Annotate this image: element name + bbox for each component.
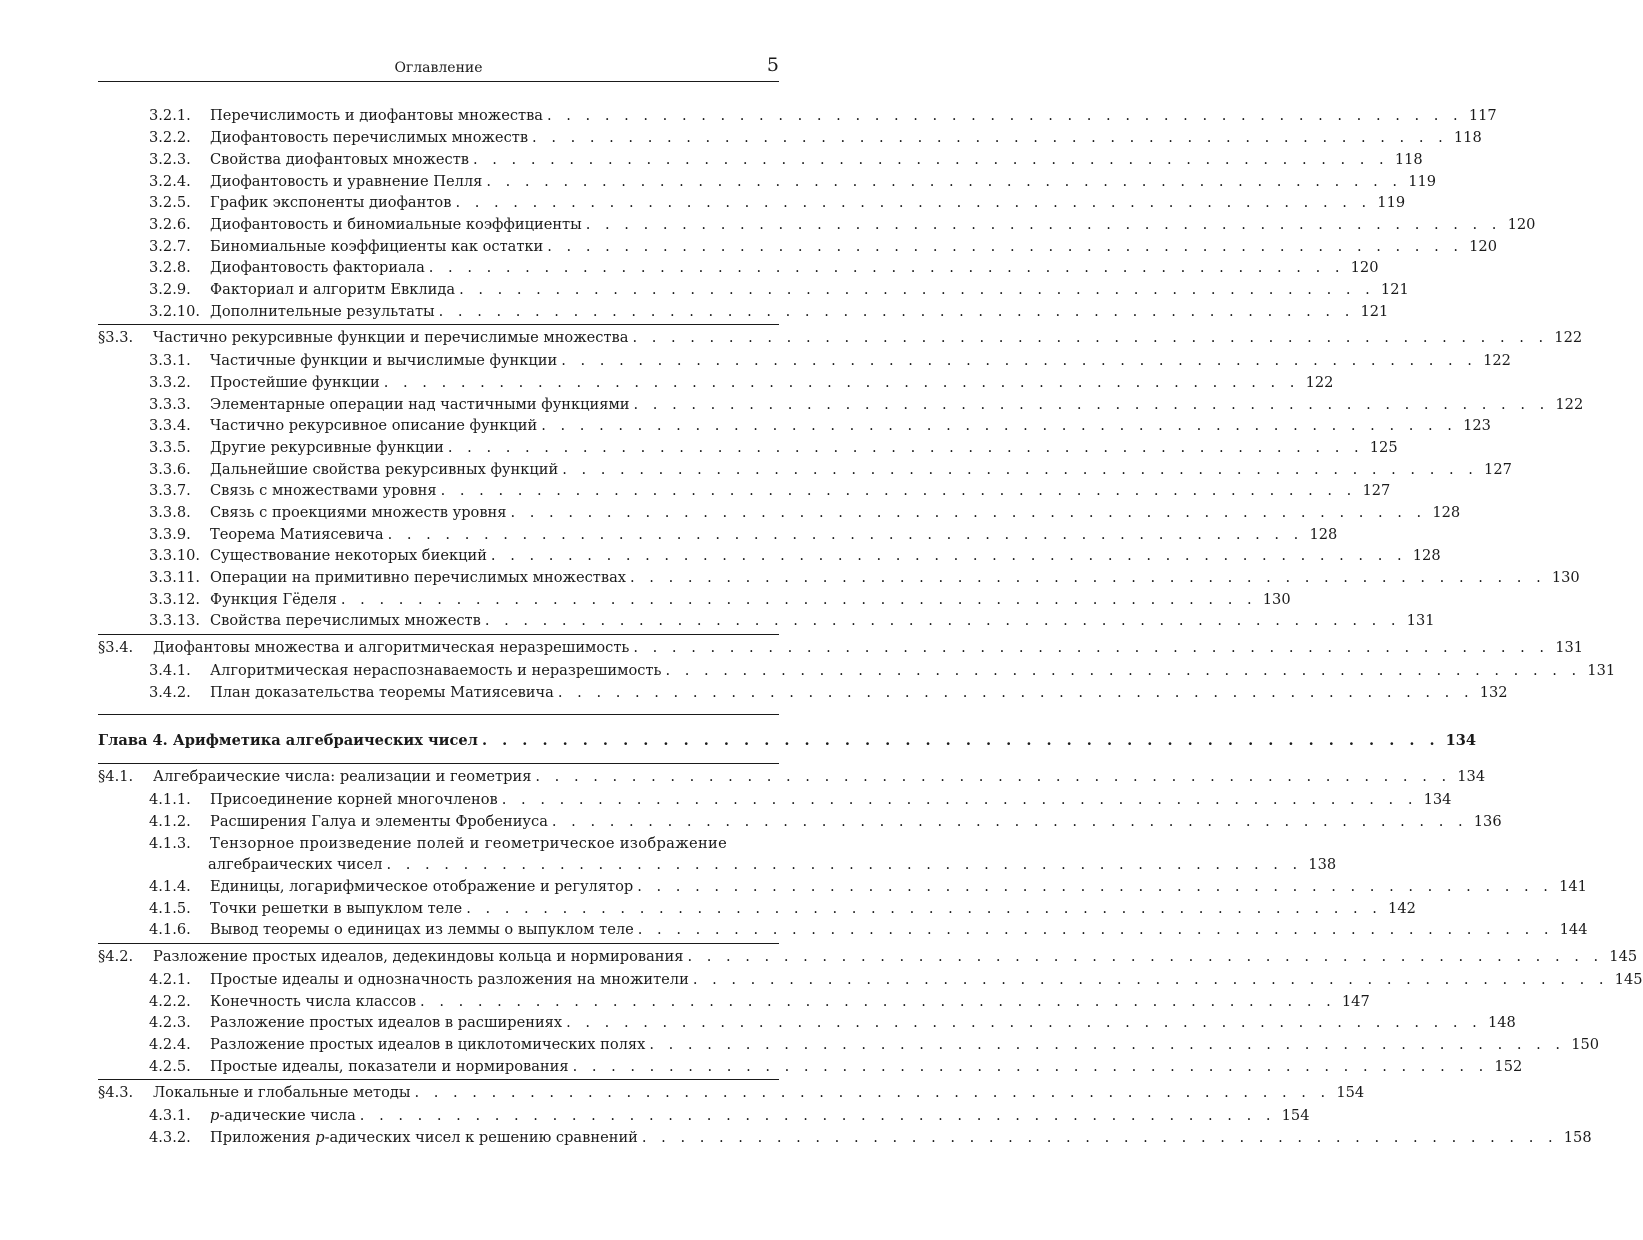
dot-leader: . . . . . . . . . . . . . . . . . . . . . . . . . . . . . . . . . . . . . . . . . . . . . . . . <box>486 173 1403 190</box>
toc-entry[interactable] <box>98 991 1370 1013</box>
dot-leader: . . . . . . . . . . . . . . . . . . . . . . . . . . . . . . . . . . . . . . . . . . . . . . . . <box>447 439 1364 456</box>
toc-entry[interactable] <box>98 350 1511 372</box>
entry-page: 136 <box>1473 813 1502 830</box>
dot-leader: . . . . . . . . . . . . . . . . . . . . . . . . . . . . . . . . . . . . . . . . . . . . . . . . <box>383 374 1300 391</box>
entry-page: 122 <box>1483 352 1511 369</box>
dot-leader: . . . . . . . . . . . . . . . . . . . . . . . . . . . . . . . . . . . . . . . . . . . . . . . . <box>637 878 1553 895</box>
toc-entry[interactable] <box>98 610 1435 632</box>
entry-page: 121 <box>1380 281 1409 298</box>
toc-entry[interactable] <box>98 1056 1523 1078</box>
toc-entry[interactable] <box>98 394 1584 416</box>
entry-number: 4.2.4. <box>149 1036 191 1053</box>
entry-page: 130 <box>1262 591 1291 608</box>
section-separator <box>98 1079 779 1080</box>
toc-entry[interactable] <box>98 969 1643 991</box>
toc-entry[interactable] <box>98 545 1441 567</box>
toc-entry[interactable] <box>98 149 1423 171</box>
toc-entry-continuation[interactable] <box>98 854 1337 876</box>
entry-page: 148 <box>1487 1014 1516 1031</box>
entry-title: Диофантовость и биномиальные коэффициенты <box>210 216 582 233</box>
dot-leader: . . . . . . . . . . . . . . . . . . . . . . . . . . . . . . . . . . . . . . . . . . . . . . . . <box>551 813 1468 830</box>
entry-title <box>210 1127 638 1149</box>
entry-page: 118 <box>1453 129 1482 146</box>
section-number: §4.2. <box>98 948 134 965</box>
entry-number: 3.2.8. <box>149 259 191 276</box>
entry-page: 119 <box>1377 194 1406 211</box>
entry-title: Единицы, логарифмическое отображение и регулятор <box>210 878 634 895</box>
entry-number: 4.2.5. <box>149 1058 191 1075</box>
section-page: 122 <box>1554 329 1583 346</box>
section-page: 145 <box>1609 948 1638 965</box>
entry-number: 4.2.2. <box>149 993 191 1010</box>
entry-page: 128 <box>1309 526 1338 543</box>
toc-section-entry[interactable] <box>98 1082 1365 1104</box>
entry-title: Факториал и алгоритм Евклида <box>210 281 456 298</box>
section-number: §4.1. <box>98 768 134 785</box>
toc-entry[interactable] <box>98 833 779 855</box>
dot-leader: . . . . . . . . . . . . . . . . . . . . . . . . . . . . . . . . . . . . . . . . . . . . . . . . <box>428 259 1345 276</box>
entry-title: Свойства перечислимых множеств <box>210 612 481 629</box>
entry-number: 3.4.2. <box>149 684 191 701</box>
entry-page: 142 <box>1388 900 1416 917</box>
dot-leader: . . . . . . . . . . . . . . . . . . . . . . . . . . . . . . . . . . . . . . . . . . . . . . . . <box>459 281 1375 298</box>
toc-entry[interactable] <box>98 1105 1310 1127</box>
dot-leader: . . . . . . . . . . . . . . . . . . . . . . . . . . . . . . . . . . . . . . . . . . . . . . . . <box>473 151 1389 168</box>
toc-section-entry[interactable] <box>98 327 1583 349</box>
entry-page: 117 <box>1468 107 1497 124</box>
entry-title: Операции на примитивно перечислимых множествах <box>210 569 627 586</box>
toc-entry[interactable] <box>98 279 1409 301</box>
dot-leader: . . . . . . . . . . . . . . . . . . . . . . . . . . . . . . . . . . . . . . . . . . . . . . . . <box>359 1107 1276 1124</box>
entry-number: 3.3.7. <box>149 482 191 499</box>
dot-leader: . . . . . . . . . . . . . . . . . . . . . . . . . . . . . . . . . . . . . . . . . . . . . . . . <box>687 948 1604 965</box>
entry-number: 3.2.2. <box>149 129 191 146</box>
section-separator <box>98 763 779 764</box>
entry-page: 141 <box>1559 878 1587 895</box>
entry-page: 123 <box>1463 417 1491 434</box>
toc-section-entry[interactable] <box>98 766 1486 788</box>
entry-title: Другие рекурсивные функции <box>210 439 444 456</box>
dot-leader: . . . . . . . . . . . . . . . . . . . . . . . . . . . . . . . . . . . . . . . . . . . . . . . . <box>630 569 1546 586</box>
entry-page: 127 <box>1362 482 1391 499</box>
dot-leader: . . . . . . . . . . . . . . . . . . . . . . . . . . . . . . . . . . . . . . . . . . . . . . . . <box>490 547 1407 564</box>
entry-page: 127 <box>1484 461 1512 478</box>
toc-entry[interactable] <box>98 214 1536 236</box>
entry-page: 120 <box>1350 259 1379 276</box>
entry-number: 3.3.12. <box>149 591 201 608</box>
entry-number: 3.2.4. <box>149 173 191 190</box>
entry-title: Связь с проекциями множеств уровня <box>210 504 507 521</box>
dot-leader: . . . . . . . . . . . . . . . . . . . . . . . . . . . . . . . . . . . . . . . . . . . . . . . . <box>561 352 1477 369</box>
entry-number: 3.2.6. <box>149 216 191 233</box>
entry-title: Конечность числа классов <box>210 993 417 1010</box>
entry-title-variable: p <box>210 1107 220 1124</box>
entry-page: 120 <box>1507 216 1536 233</box>
toc-entry[interactable] <box>98 567 1580 589</box>
header-rule <box>98 81 779 82</box>
toc-entry[interactable] <box>98 660 1616 682</box>
dot-leader: . . . . . . . . . . . . . . . . . . . . . . . . . . . . . . . . . . . . . . . . . . . . . . . . <box>562 461 1478 478</box>
dot-leader: . . . . . . . . . . . . . . . . . . . . . . . . . . . . . . . . . . . . . . . . . . . . . . . . <box>340 591 1257 608</box>
dot-leader: . . . . . . . . . . . . . . . . . . . . . . . . . . . . . . . . . . . . . . . . . . . . . . . . <box>547 238 1463 255</box>
entry-title: Точки решетки в выпуклом теле <box>210 900 463 917</box>
toc-entry[interactable] <box>98 682 1508 704</box>
running-title: Оглавление <box>394 60 483 76</box>
entry-title: Дальнейшие свойства рекурсивных функций <box>210 461 559 478</box>
entry-title-suffix: -адических чисел к решению сравнений <box>324 1129 638 1146</box>
entry-number: 3.3.3. <box>149 396 191 413</box>
toc-entry[interactable] <box>98 372 1334 394</box>
entry-page: 128 <box>1432 504 1461 521</box>
dot-leader: . . . . . . . . . . . . . . . . . . . . . . . . . . . . . . . . . . . . . . . . . . . . . . . . <box>414 1084 1331 1101</box>
entry-page: 130 <box>1551 569 1580 586</box>
toc-entry[interactable] <box>98 171 1437 193</box>
entry-page: 138 <box>1308 856 1337 873</box>
toc-section-entry[interactable] <box>98 946 1638 968</box>
entry-number: 4.1.6. <box>149 921 191 938</box>
toc-entry[interactable] <box>98 589 1291 611</box>
toc-entry[interactable] <box>98 502 1461 524</box>
entry-number: 3.2.3. <box>149 151 191 168</box>
dot-leader: . . . . . . . . . . . . . . . . . . . . . . . . . . . . . . . . . . . . . . . . . . . . . . . . <box>455 194 1372 211</box>
section-title: Алгебраические числа: реализации и геометрия <box>153 768 532 785</box>
entry-title: Диофантовость факториала <box>210 259 425 276</box>
entry-page: 122 <box>1305 374 1334 391</box>
toc-entry[interactable] <box>98 876 1587 898</box>
dot-leader: . . . . . . . . . . . . . . . . . . . . . . . . . . . . . . . . . . . . . . . . . . . . . . . . <box>484 612 1401 629</box>
dot-leader: . . . . . . . . . . . . . . . . . . . . . . . . . . . . . . . . . . . . . . . . . . . . . . . . <box>649 1036 1566 1053</box>
toc-entry[interactable] <box>98 127 1482 149</box>
entry-title: График экспоненты диофантов <box>210 194 452 211</box>
entry-page: 150 <box>1571 1036 1600 1053</box>
entry-number: 3.2.7. <box>149 238 191 255</box>
entry-title: Связь с множествами уровня <box>210 482 437 499</box>
section-separator <box>98 324 779 325</box>
entry-number: 3.2.9. <box>149 281 191 298</box>
entry-page: 119 <box>1408 173 1437 190</box>
entry-title: Диофантовость перечислимых множеств <box>210 129 529 146</box>
entry-title: Существование некоторых биекций <box>210 547 487 564</box>
entry-title: План доказательства теоремы Матиясевича <box>210 684 554 701</box>
dot-leader: . . . . . . . . . . . . . . . . . . . . . . . . . . . . . . . . . . . . . . . . . . . . . . . . <box>547 107 1463 124</box>
entry-page: 131 <box>1587 662 1616 679</box>
toc-entry[interactable] <box>98 524 1338 546</box>
entry-page: 131 <box>1406 612 1435 629</box>
toc-entry[interactable] <box>98 192 1406 214</box>
section-page: 154 <box>1336 1084 1365 1101</box>
dot-leader: . . . . . . . . . . . . . . . . . . . . . . . . . . . . . . . . . . . . . . . . . . . . . . . . <box>386 856 1303 873</box>
entry-number: 3.3.10. <box>149 547 201 564</box>
entry-number: 4.2.3. <box>149 1014 191 1031</box>
entry-title <box>210 1105 356 1127</box>
dot-leader: . . . . . . . . . . . . . . . . . . . . . . . . . . . . . . . . . . . . . . . . . . . . . . . . <box>438 303 1355 320</box>
section-page: 134 <box>1457 768 1486 785</box>
dot-leader: . . . . . . . . . . . . . . . . . . . . . . . . . . . . . . . . . . . . . . . . . . . . . . . . <box>633 396 1550 413</box>
entry-title: Перечислимость и диофантовы множества <box>210 107 543 124</box>
entry-title: Биномиальные коэффициенты как остатки <box>210 238 544 255</box>
dot-leader: . . . . . . . . . . . . . . . . . . . . . . . . . . . . . . . . . . . . . . . . . . . . . . . . <box>466 900 1382 917</box>
entry-title: Вывод теоремы о единицах из леммы о выпуклом теле <box>210 921 634 938</box>
toc-entry[interactable] <box>98 105 1497 127</box>
section-title: Частично рекурсивные функции и перечислимые множества <box>153 329 629 346</box>
entry-number: 4.1.5. <box>149 900 191 917</box>
entry-number: 3.2.1. <box>149 107 191 124</box>
dot-leader: . . . . . . . . . . . . . . . . . . . . . . . . . . . . . . . . . . . . . . . . . . . . . . . . <box>692 971 1609 988</box>
entry-page: 118 <box>1394 151 1423 168</box>
section-title: Разложение простых идеалов, дедекиндовы кольца и нормирования <box>153 948 684 965</box>
entry-number: 4.1.3. <box>149 835 191 852</box>
entry-title: Присоединение корней многочленов <box>210 791 498 808</box>
entry-number: 4.2.1. <box>149 971 191 988</box>
entry-number: 3.3.13. <box>149 612 201 629</box>
entry-title: Функция Гёделя <box>210 591 337 608</box>
chapter-title: Глава 4. Арифметика алгебраических чисел <box>98 732 478 749</box>
toc-entry[interactable] <box>98 919 1588 941</box>
section-title: Локальные и глобальные методы <box>153 1084 411 1101</box>
entry-page: 134 <box>1423 791 1452 808</box>
dot-leader: . . . . . . . . . . . . . . . . . . . . . . . . . . . . . . . . . . . . . . . . . . . . . . . . <box>585 216 1502 233</box>
entry-number: 3.3.5. <box>149 439 191 456</box>
toc-entry[interactable] <box>98 301 1389 323</box>
section-number: §4.3. <box>98 1084 134 1101</box>
entry-title: Простые идеалы и однозначность разложения на множители <box>210 971 689 988</box>
entry-page: 154 <box>1281 1107 1310 1124</box>
section-title: Диофантовы множества и алгоритмическая неразрешимость <box>153 639 630 656</box>
toc-entry[interactable] <box>98 789 1452 811</box>
dot-leader: . . . . . . . . . . . . . . . . . . . . . . . . . . . . . . . . . . . . . . . . . . . . . . . . <box>501 791 1418 808</box>
entry-title-prefix: Приложения <box>210 1129 316 1146</box>
entry-title: Простые идеалы, показатели и нормирования <box>210 1058 569 1075</box>
chapter-page: 134 <box>1445 732 1477 749</box>
dot-leader: . . . . . . . . . . . . . . . . . . . . . . . . . . . . . . . . . . . . . . . . . . . . . . . . <box>633 639 1550 656</box>
entry-page: 147 <box>1341 993 1370 1010</box>
toc-page <box>98 0 1643 1240</box>
toc-chapter-entry[interactable] <box>98 730 1477 752</box>
entry-title: Частичные функции и вычислимые функции <box>210 352 558 369</box>
toc-entry[interactable] <box>98 459 1512 481</box>
entry-number: 3.2.10. <box>149 303 201 320</box>
dot-leader: . . . . . . . . . . . . . . . . . . . . . . . . . . . . . . . . . . . . . . . . . . . . . . . . <box>387 526 1304 543</box>
toc-entry[interactable] <box>98 437 1398 459</box>
page-number: 5 <box>766 54 779 76</box>
entry-title: Частично рекурсивное описание функций <box>210 417 538 434</box>
dot-leader: . . . . . . . . . . . . . . . . . . . . . . . . . . . . . . . . . . . . . . . . . . . . . . . . <box>566 1014 1482 1031</box>
entry-number: 4.3.1. <box>149 1107 191 1124</box>
section-number: §3.4. <box>98 639 134 656</box>
section-page: 131 <box>1555 639 1584 656</box>
chapter-separator <box>98 714 779 715</box>
entry-page: 132 <box>1479 684 1508 701</box>
entry-page: 125 <box>1369 439 1398 456</box>
dot-leader: . . . . . . . . . . . . . . . . . . . . . . . . . . . . . . . . . . . . . . . . . . . . . . . . <box>510 504 1427 521</box>
entry-number: 3.3.2. <box>149 374 191 391</box>
section-separator <box>98 634 779 635</box>
entry-number: 4.1.1. <box>149 791 191 808</box>
entry-number: 3.2.5. <box>149 194 191 211</box>
entry-number: 3.3.8. <box>149 504 191 521</box>
entry-page: 145 <box>1614 971 1643 988</box>
dot-leader: . . . . . . . . . . . . . . . . . . . . . . . . . . . . . . . . . . . . . . . . . . . . . . . . <box>637 921 1554 938</box>
entry-page: 128 <box>1412 547 1441 564</box>
entry-title: Расширения Галуа и элементы Фробениуса <box>210 813 548 830</box>
section-separator <box>98 943 779 944</box>
entry-title-variable: p <box>315 1129 325 1146</box>
dot-leader: . . . . . . . . . . . . . . . . . . . . . . . . . . . . . . . . . . . . . . . . . . . . . . . . <box>572 1058 1489 1075</box>
entry-page: 120 <box>1469 238 1497 255</box>
dot-leader: . . . . . . . . . . . . . . . . . . . . . . . . . . . . . . . . . . . . . . . . . . . . . . . . <box>440 482 1357 499</box>
entry-page: 158 <box>1563 1129 1592 1146</box>
entry-number: 4.3.2. <box>149 1129 191 1146</box>
toc-entry[interactable] <box>98 415 1491 437</box>
entry-page: 144 <box>1559 921 1588 938</box>
entry-number: 3.3.4. <box>149 417 191 434</box>
toc-entry[interactable] <box>98 1127 1592 1149</box>
entry-number: 4.1.4. <box>149 878 191 895</box>
entry-title: Элементарные операции над частичными функциями <box>210 396 630 413</box>
section-number: §3.3. <box>98 329 134 346</box>
entry-number: 3.4.1. <box>149 662 191 679</box>
entry-number: 3.3.9. <box>149 526 191 543</box>
toc-section-entry[interactable] <box>98 637 1584 659</box>
entry-title: Простейшие функции <box>210 374 380 391</box>
entry-page: 122 <box>1555 396 1584 413</box>
dot-leader: . . . . . . . . . . . . . . . . . . . . . . . . . . . . . . . . . . . . . . . . . . . . . . . . <box>641 1129 1558 1146</box>
entry-title: Дополнительные результаты <box>210 303 435 320</box>
toc-entry[interactable] <box>98 480 1391 502</box>
entry-title: Разложение простых идеалов в циклотомических полях <box>210 1036 646 1053</box>
toc-entry[interactable] <box>98 1034 1600 1056</box>
dot-leader: . . . . . . . . . . . . . . . . . . . . . . . . . . . . . . . . . . . . . . . . . . . . . . . . <box>532 129 1448 146</box>
dot-leader: . . . . . . . . . . . . . . . . . . . . . . . . . . . . . . . . . . . . . . . . . . . . . . . . <box>557 684 1474 701</box>
entry-number: 3.3.1. <box>149 352 191 369</box>
entry-title: Алгоритмическая нераспознаваемость и неразрешимость <box>210 662 662 679</box>
entry-title: Теорема Матиясевича <box>210 526 384 543</box>
toc-entry[interactable] <box>98 236 1497 258</box>
entry-title-continuation: алгебраических чисел <box>208 856 383 873</box>
entry-page: 121 <box>1360 303 1389 320</box>
toc-entry[interactable] <box>98 1012 1516 1034</box>
entry-page: 152 <box>1494 1058 1523 1075</box>
entry-title: Разложение простых идеалов в расширениях <box>210 1014 563 1031</box>
entry-title-suffix: -адические числа <box>219 1107 356 1124</box>
dot-leader: . . . . . . . . . . . . . . . . . . . . . . . . . . . . . . . . . . . . . . . . . . . . . . . . <box>665 662 1582 679</box>
entry-title: Диофантовость и уравнение Пелля <box>210 173 483 190</box>
toc-entry[interactable] <box>98 898 1416 920</box>
entry-number: 3.3.6. <box>149 461 191 478</box>
dot-leader: . . . . . . . . . . . . . . . . . . . . . . . . . . . . . . . . . . . . . . . . . . . . . . . . <box>541 417 1457 434</box>
entry-title: Свойства диофантовых множеств <box>210 151 469 168</box>
dot-leader: . . . . . . . . . . . . . . . . . . . . . . . . . . . . . . . . . . . . . . . . . . . . . . . . <box>535 768 1452 785</box>
dot-leader: . . . . . . . . . . . . . . . . . . . . . . . . . . . . . . . . . . . . . . . . . . . . . . . . <box>632 329 1549 346</box>
entry-title: Тензорное произведение полей и геометрическое изображение <box>210 835 728 852</box>
toc-entry[interactable] <box>98 811 1502 833</box>
entry-number: 3.3.11. <box>149 569 201 586</box>
dot-leader: . . . . . . . . . . . . . . . . . . . . . . . . . . . . . . . . . . . . . . . . . . . . . . . . <box>420 993 1336 1010</box>
dot-leader: . . . . . . . . . . . . . . . . . . . . . . . . . . . . . . . . . . . . . . . . . . . . . . . . <box>481 732 1440 749</box>
toc-entry[interactable] <box>98 257 1379 279</box>
entry-number: 4.1.2. <box>149 813 191 830</box>
